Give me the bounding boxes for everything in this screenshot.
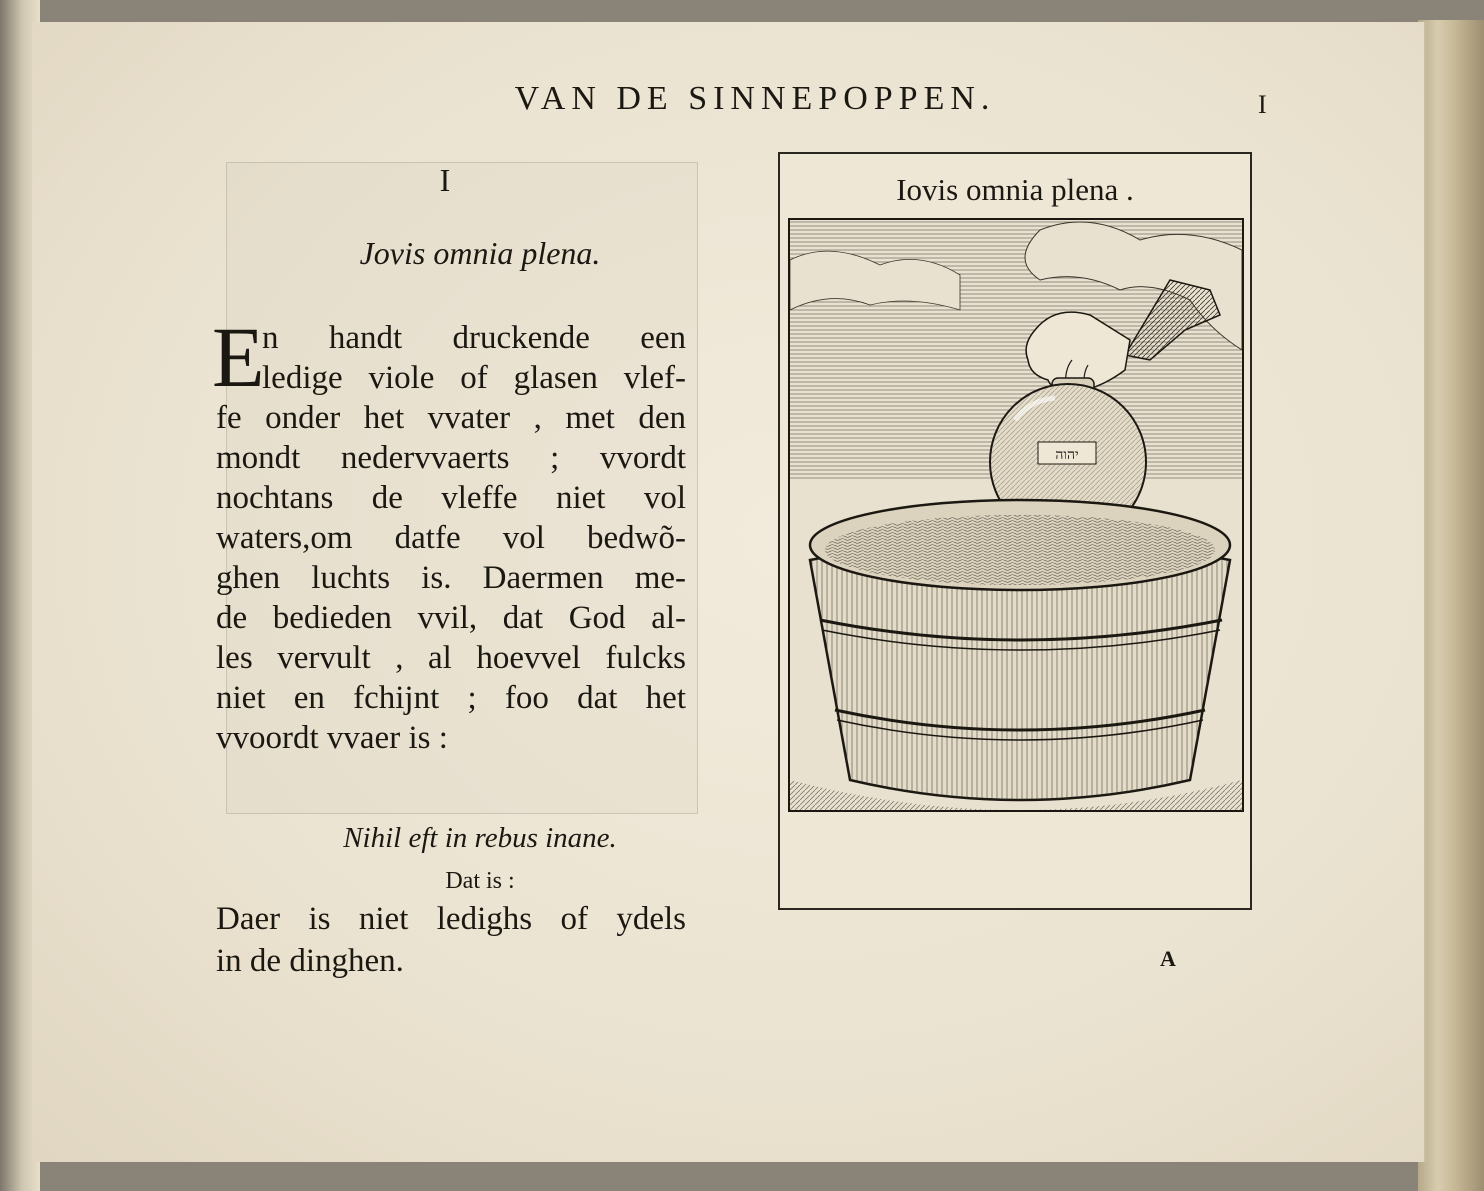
svg-text:יהוה: יהוה: [1055, 447, 1079, 463]
drop-cap: E: [212, 309, 265, 405]
latin-maxim: Nihil eft in rebus inane.: [343, 822, 617, 854]
running-head: VAN DE SINNEPOPPEN.: [514, 80, 996, 117]
emblem-motto: Jovis omnia plena.: [359, 235, 601, 271]
body-line: niet en fchijnt ; foo dat het: [216, 680, 686, 716]
signature-mark: A: [1160, 946, 1176, 971]
emblem-body-text: [216, 318, 686, 758]
body-line: vvoordt vvaer is :: [216, 720, 448, 756]
translation-line: in de dinghen.: [216, 943, 404, 979]
body-line: waters,om datfe vol bedwõ-: [216, 520, 686, 556]
emblem-numeral: I: [439, 162, 451, 198]
dat-is-label: Dat is :: [445, 868, 515, 894]
emblem-plate: [778, 152, 1252, 910]
body-line: ledige viole of glasen vlef-: [262, 360, 686, 396]
plate-title: Iovis omnia plena .: [896, 172, 1134, 207]
engraving-svg: [790, 220, 1242, 810]
folio-number: I: [1258, 90, 1267, 119]
engraving-illustration: [788, 218, 1244, 812]
body-line: ghen luchts is. Daermen me-: [216, 560, 686, 596]
dutch-translation: [216, 898, 686, 982]
book-binding-right: [1418, 20, 1484, 1191]
body-line: n handt druckende een: [262, 320, 686, 356]
body-line: de bedieden vvil, dat God al-: [216, 600, 686, 636]
body-line: fe onder het vvater , met den: [216, 400, 686, 436]
body-line: nochtans de vleffe niet vol: [216, 480, 686, 516]
body-line: mondt nedervvaerts ; vvordt: [216, 440, 686, 476]
body-line: les vervult , al hoevvel fulcks: [216, 640, 686, 676]
translation-line: Daer is niet ledighs of ydels: [216, 901, 686, 937]
